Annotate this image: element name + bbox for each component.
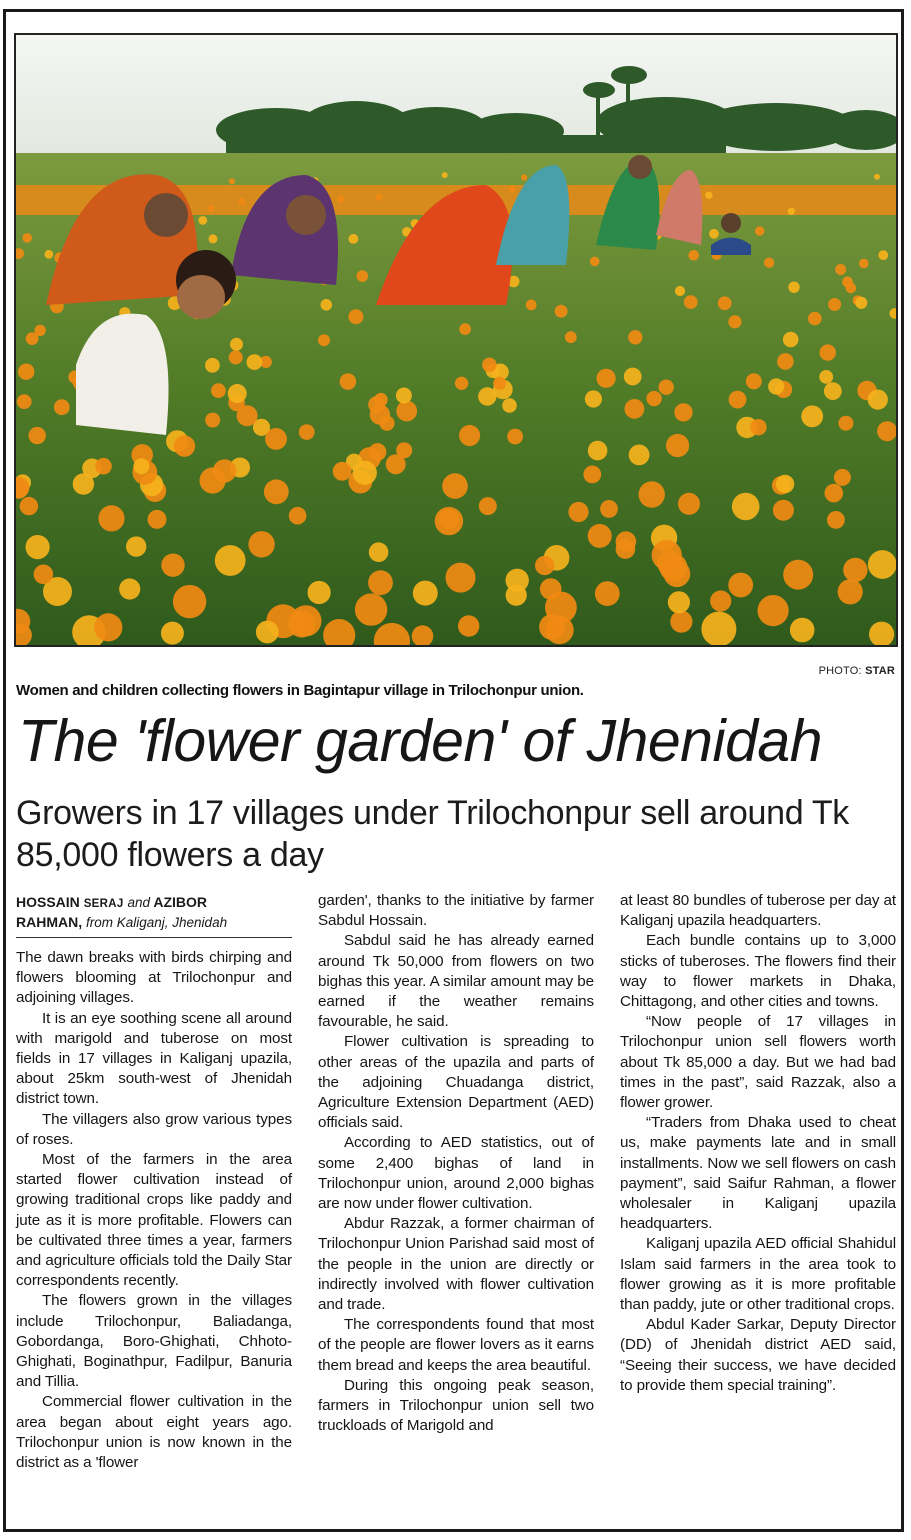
author1-first: HOSSAIN: [16, 894, 80, 910]
paragraph: The villagers also grow various types of roses.: [16, 1110, 292, 1148]
paragraph: Most of the farmers in the area started flower cultivation instead of growing traditional crops like paddy and jute as it is more profitable. Flowers can be cultivated three times a year, farmers and agriculture officials told the Daily Star correspondents recently.: [16, 1151, 292, 1290]
photo-caption: Women and children collecting flowers in Bagintapur village in Trilochonpur union.: [16, 682, 584, 699]
paragraph: The dawn breaks with birds chirping and flowers blooming at Trilochonpur and adjoining villages.: [16, 949, 292, 1007]
article-column-2: [318, 891, 594, 1436]
byline-from: from Kaliganj, Jhenidah: [86, 915, 228, 930]
paragraph: Abdur Razzak, a former chairman of Trilochonpur Union Parishad said most of the people in the union are directly or indirectly involved with flower cultivation and trade.: [318, 1215, 594, 1314]
photo-credit-source: STAR: [865, 665, 895, 677]
article-subhead: Growers in 17 villages under Trilochonpur sell around Tk 85,000 flowers a day: [16, 794, 850, 874]
paragraph: The flowers grown in the villages include Trilochonpur, Baliadanga, Gobordanga, Boro-Ghighati, Chhoto-Ghighati, Boginathpur, Fadilpur, Banuria and Tillia.: [16, 1292, 292, 1391]
paragraph: garden', thanks to the initiative by farmer Sabdul Hossain.: [318, 892, 594, 930]
paragraph: Abdul Kader Sarkar, Deputy Director (DD) of Jhenidah district AED said, “Seeing their success, we have decided to provide them special training”.: [620, 1316, 896, 1394]
author2-first: AZIBOR: [153, 894, 208, 910]
photo-credit-label: PHOTO:: [818, 665, 862, 677]
author1-last: SERAJ: [83, 898, 124, 910]
paragraph: Kaliganj upazila AED official Shahidul Islam said farmers in the area took to flower growing as it is more profitable than paddy, jute or other traditional crops.: [620, 1235, 896, 1314]
paragraph: Commercial flower cultivation in the area began about eight years ago. Trilochonpur union is now known in the district as a 'flower: [16, 1393, 292, 1472]
flower-field-image: [16, 35, 896, 645]
paragraph: The correspondents found that most of the people are flower lovers as it earns them bread and keeps the area beautiful.: [318, 1316, 594, 1374]
paragraph: at least 80 bundles of tuberose per day at Kaliganj upazila headquarters.: [620, 892, 896, 930]
paragraph: According to AED statistics, out of some 2,400 bighas of land in Trilochonpur union, around 2,000 bighas are now under flower cultivation.: [318, 1134, 594, 1213]
article-photo: [14, 33, 898, 647]
byline: [16, 893, 292, 932]
paragraph: “Traders from Dhaka used to cheat us, make payments late and in small installments. Now we sell flowers on cash payment”, said Saifur Rahman, a flower wholesaler in Kaliganj upazila headquarters.: [620, 1114, 896, 1233]
paragraph: During this ongoing peak season, farmers in Trilochonpur union sell two truckloads of Marigold and: [318, 1376, 594, 1435]
paragraph: Sabdul said he has already earned around Tk 50,000 from flowers on two bighas this year. A similar amount may be earned if the weather remains favourable, he said.: [318, 932, 594, 1031]
article-column-1: [16, 948, 292, 1473]
paragraph: Flower cultivation is spreading to other areas of the upazila and parts of the adjoining Chuadanga district, Agriculture Extension Department (AED) officials said.: [318, 1033, 594, 1132]
article-headline: The 'flower garden' of Jhenidah: [18, 708, 823, 774]
article-column-3: [620, 891, 896, 1396]
byline-divider: [16, 937, 292, 938]
paragraph: Each bundle contains up to 3,000 sticks of tuberoses. The flowers find their way to flower markets in Dhaka, Chittagong, and other cities and towns.: [620, 932, 896, 1011]
byline-and: and: [127, 895, 150, 910]
author2-last: RAHMAN,: [16, 914, 83, 930]
photo-credit: [819, 665, 895, 677]
paragraph: It is an eye soothing scene all around with marigold and tuberose on most fields in 17 villages in Kaliganj upazila, about 25km south-west of Jhenidah district town.: [16, 1009, 292, 1108]
paragraph: “Now people of 17 villages in Trilochonpur union sell flowers worth about Tk 85,000 a day. But we had bad times in the past”, said Razzak, also a flower grower.: [620, 1013, 896, 1112]
